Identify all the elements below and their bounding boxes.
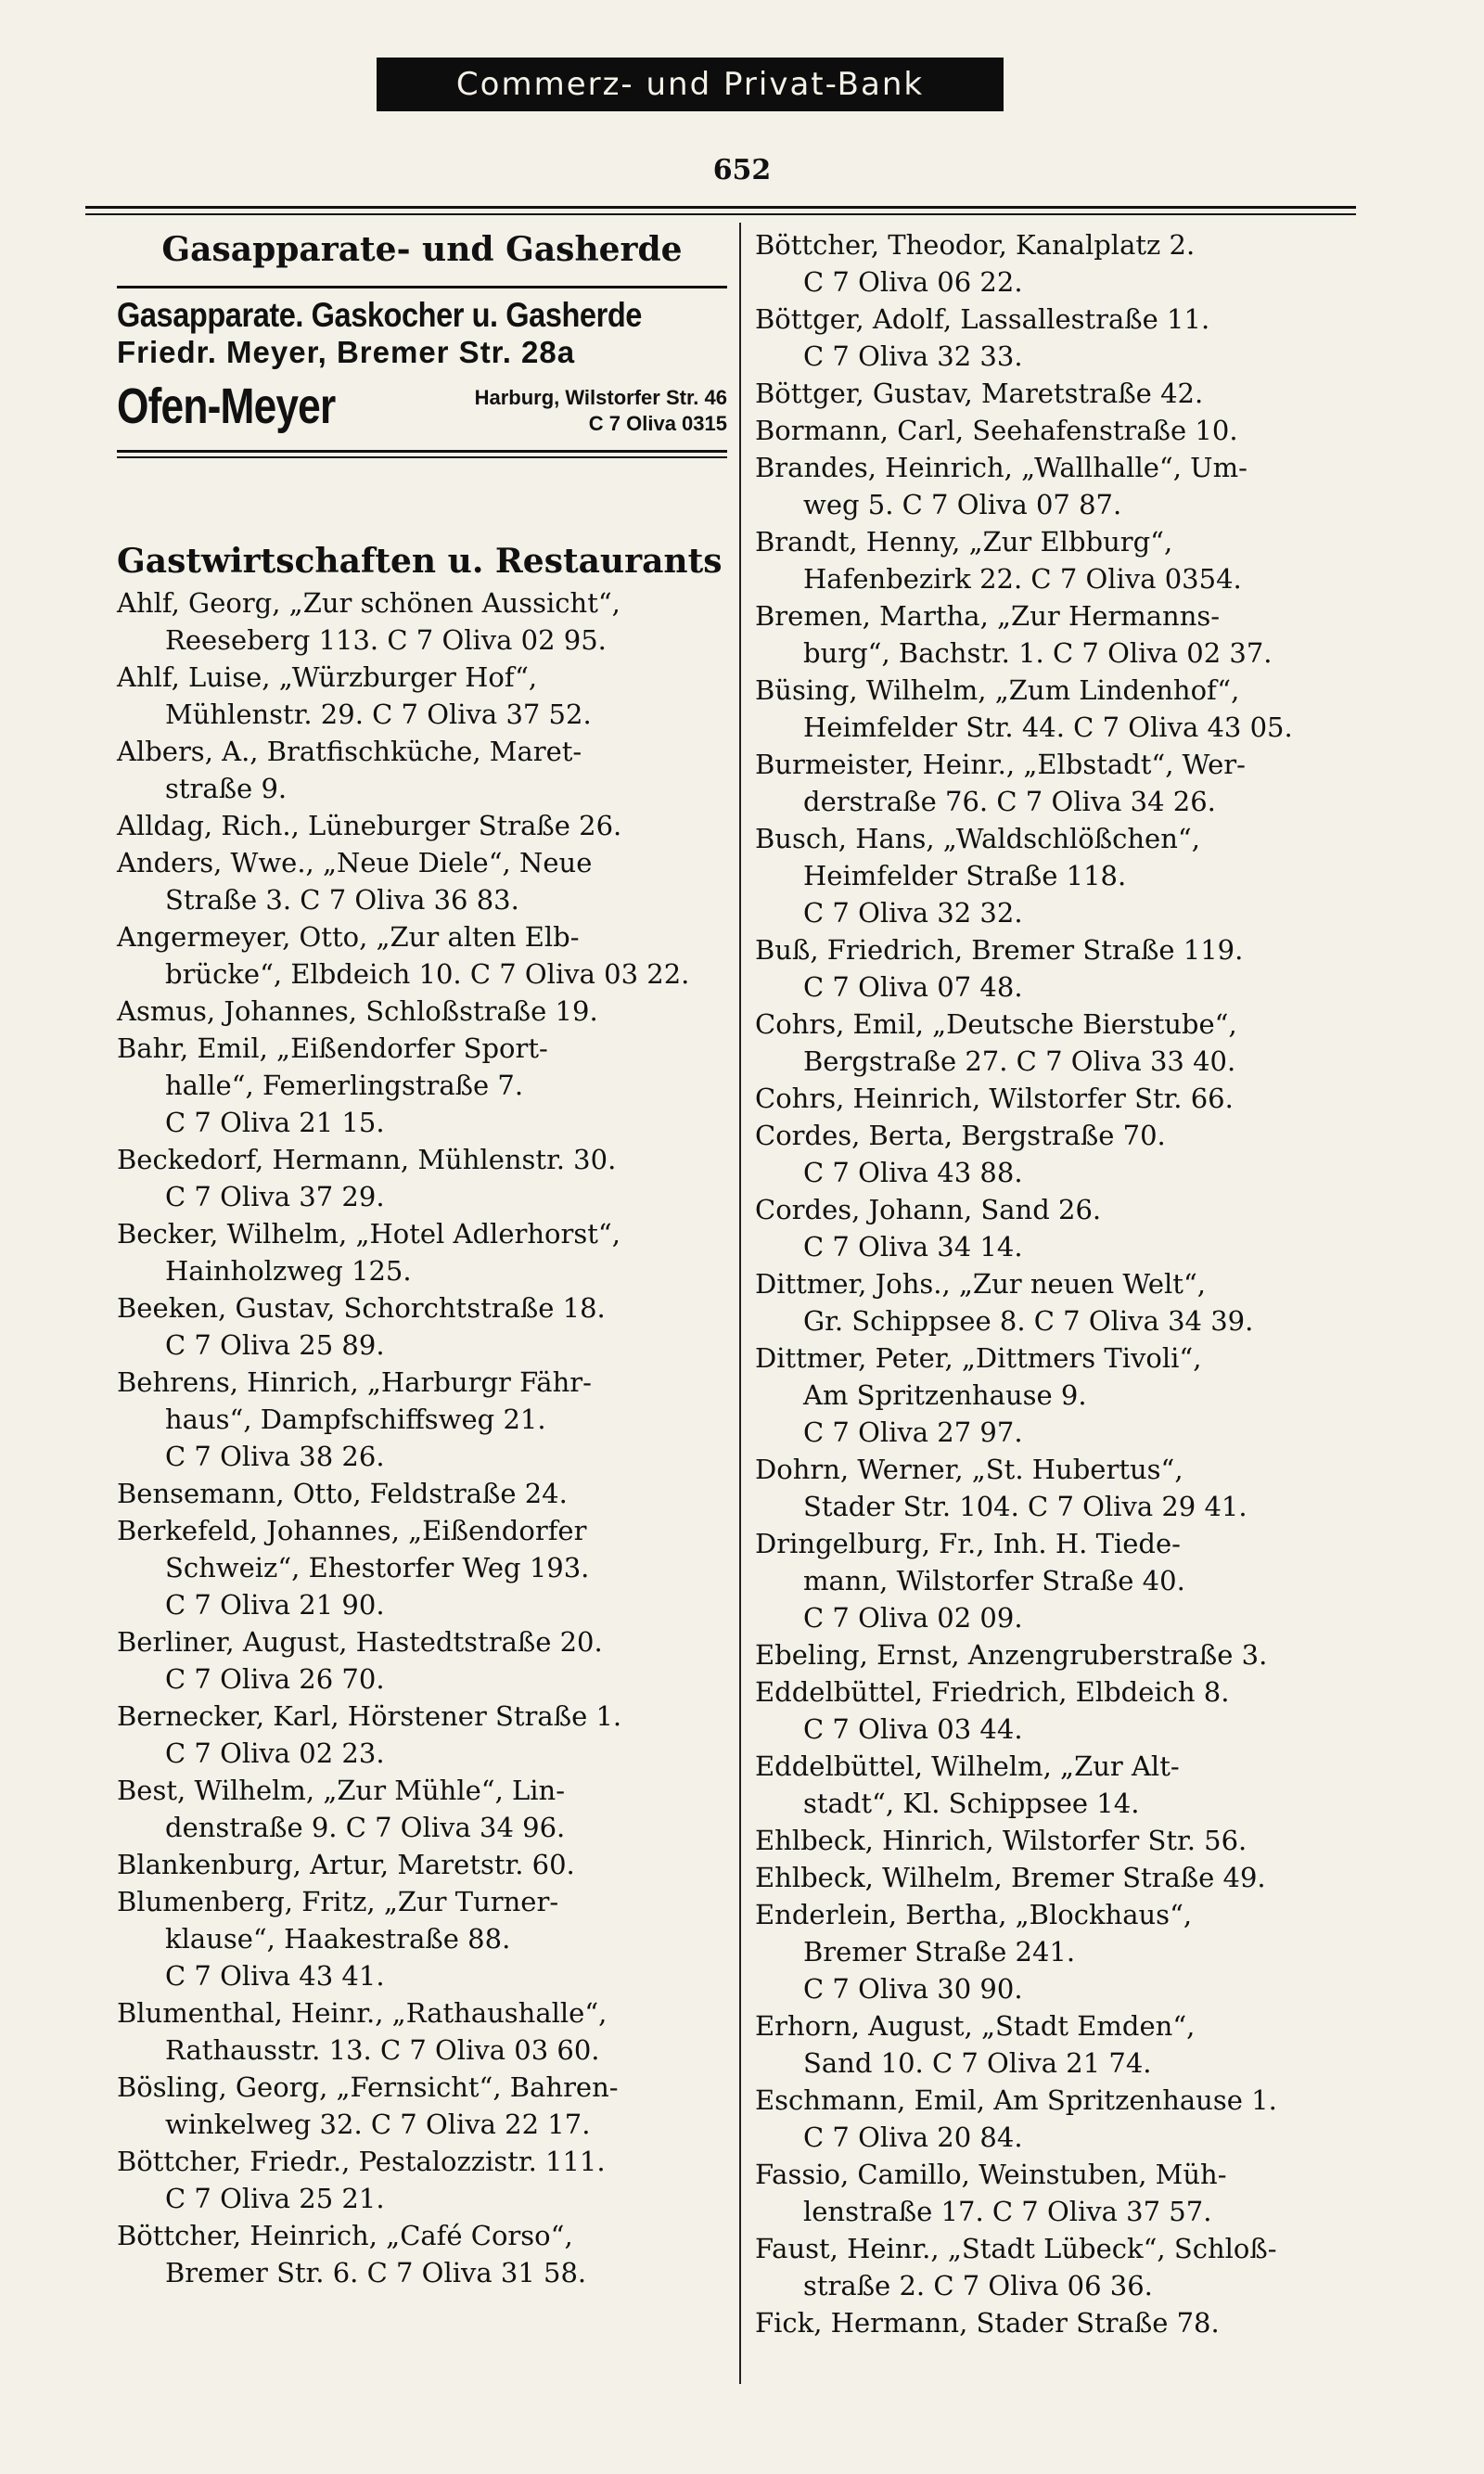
directory-entry xyxy=(117,1846,727,1883)
directory-entry xyxy=(755,1006,1367,1080)
directory-entry xyxy=(755,2230,1367,2304)
entry-continuation-line: C 7 Oliva 38 26. xyxy=(165,1441,385,1472)
entry-continuation-line: C 7 Oliva 32 32. xyxy=(803,897,1023,929)
entry-continuation-line: C 7 Oliva 07 48. xyxy=(803,971,1023,1003)
entry-continuation-line: denstraße 9. C 7 Oliva 34 96. xyxy=(165,1812,566,1843)
directory-entry xyxy=(117,1141,727,1215)
entry-continuation-line: lenstraße 17. C 7 Oliva 37 57. xyxy=(803,2196,1212,2227)
entry-continuation-line: halle“, Femerlingstraße 7. xyxy=(165,1070,524,1101)
entry-name-line: Erhorn, August, „Stadt Emden“, xyxy=(755,2010,1196,2042)
directory-entry xyxy=(755,449,1367,523)
entry-name-line: Böttger, Gustav, Maretstraße 42. xyxy=(755,378,1204,409)
entry-name-line: Best, Wilhelm, „Zur Mühle“, Lin- xyxy=(117,1775,566,1806)
directory-entry xyxy=(117,844,727,918)
directory-entry xyxy=(755,1340,1367,1451)
entry-name-line: Behrens, Hinrich, „Harburgr Fähr- xyxy=(117,1366,592,1398)
entry-name-line: Bremen, Martha, „Zur Hermanns- xyxy=(755,600,1221,632)
entry-continuation-line: C 7 Oliva 02 23. xyxy=(165,1737,385,1769)
column-divider xyxy=(739,223,741,2384)
entry-continuation-line: Hainholzweg 125. xyxy=(165,1255,412,1287)
directory-entry xyxy=(755,746,1367,820)
entry-name-line: Berliner, August, Hastedtstraße 20. xyxy=(117,1626,603,1658)
directory-entry xyxy=(755,1080,1367,1117)
entry-name-line: Fick, Hermann, Stader Straße 78. xyxy=(755,2307,1220,2339)
entry-name-line: Dittmer, Johs., „Zur neuen Welt“, xyxy=(755,1268,1206,1300)
entry-name-line: Dringelburg, Fr., Inh. H. Tiede- xyxy=(755,1528,1181,1559)
entry-name-line: Blumenberg, Fritz, „Zur Turner- xyxy=(117,1886,559,1917)
entry-name-line: Bensemann, Otto, Feldstraße 24. xyxy=(117,1478,568,1509)
entry-continuation-line: Heimfelder Straße 118. xyxy=(803,860,1127,891)
entry-name-line: Dittmer, Peter, „Dittmers Tivoli“, xyxy=(755,1342,1202,1374)
ad-address xyxy=(475,385,727,437)
directory-entry xyxy=(117,1772,727,1846)
directory-entry xyxy=(755,1191,1367,1265)
directory-entry xyxy=(755,1896,1367,2007)
entry-continuation-line: winkelweg 32. C 7 Oliva 22 17. xyxy=(165,2109,591,2140)
right-column xyxy=(755,226,1367,2341)
entry-name-line: Blumenthal, Heinr., „Rathaushalle“, xyxy=(117,1997,608,2029)
entry-continuation-line: Am Spritzenhause 9. xyxy=(803,1379,1087,1411)
entry-name-line: Blankenburg, Artur, Maretstr. 60. xyxy=(117,1849,575,1880)
entry-name-line: Asmus, Johannes, Schloßstraße 19. xyxy=(117,995,598,1027)
entry-continuation-line: Sand 10. C 7 Oliva 21 74. xyxy=(803,2047,1152,2079)
page-number: 652 xyxy=(712,154,772,186)
entry-name-line: Dohrn, Werner, „St. Hubertus“, xyxy=(755,1454,1183,1485)
entry-name-line: Büsing, Wilhelm, „Zum Lindenhof“, xyxy=(755,674,1240,706)
entry-name-line: Brandes, Heinrich, „Wallhalle“, Um- xyxy=(755,452,1247,483)
entry-continuation-line: Rathausstr. 13. C 7 Oliva 03 60. xyxy=(165,2034,600,2066)
entry-name-line: Brandt, Henny, „Zur Elbburg“, xyxy=(755,526,1173,558)
entry-continuation-line: C 7 Oliva 32 33. xyxy=(803,340,1023,372)
entry-continuation-line: Stader Str. 104. C 7 Oliva 29 41. xyxy=(803,1491,1247,1522)
entry-continuation-line: haus“, Dampfschiffsweg 21. xyxy=(165,1404,546,1435)
entry-name-line: Böttcher, Friedr., Pestalozzistr. 111. xyxy=(117,2146,606,2177)
entry-name-line: Ebeling, Ernst, Anzengruberstraße 3. xyxy=(755,1639,1268,1671)
entry-continuation-line: C 7 Oliva 02 09. xyxy=(803,1602,1023,1634)
entry-continuation-line: C 7 Oliva 06 22. xyxy=(803,266,1023,298)
entry-name-line: Böttger, Adolf, Lassallestraße 11. xyxy=(755,303,1210,335)
entry-name-line: Böttcher, Theodor, Kanalplatz 2. xyxy=(755,229,1196,261)
entry-name-line: Burmeister, Heinr., „Elbstadt“, Wer- xyxy=(755,749,1246,780)
entry-continuation-line: C 7 Oliva 43 88. xyxy=(803,1157,1023,1188)
entry-name-line: Eschmann, Emil, Am Spritzenhause 1. xyxy=(755,2084,1277,2116)
entry-name-line: Enderlein, Bertha, „Blockhaus“, xyxy=(755,1899,1193,1930)
ad-headline: Gasapparate. Gaskocher u. Gasherde xyxy=(117,296,642,334)
entry-name-line: Busch, Hans, „Waldschlößchen“, xyxy=(755,823,1200,854)
directory-entry xyxy=(117,1883,727,1994)
directory-entry xyxy=(117,1698,727,1772)
directory-entry xyxy=(755,931,1367,1006)
directory-entry xyxy=(755,1265,1367,1340)
entry-name-line: Böttcher, Heinrich, „Café Corso“, xyxy=(117,2220,573,2251)
directory-entry xyxy=(117,2143,727,2217)
ad-address-street: Harburg, Wilstorfer Str. 46 xyxy=(474,386,727,409)
entry-name-line: Becker, Wilhelm, „Hotel Adlerhorst“, xyxy=(117,1218,620,1250)
entry-name-line: Alldag, Rich., Lüneburger Straße 26. xyxy=(117,810,622,841)
spacer xyxy=(117,458,727,538)
ad-company-name: Ofen-Meyer xyxy=(117,378,336,434)
entry-continuation-line: klause“, Haakestraße 88. xyxy=(165,1923,511,1955)
entry-name-line: Cohrs, Heinrich, Wilstorfer Str. 66. xyxy=(755,1083,1234,1114)
header-rule xyxy=(85,206,1356,209)
entry-name-line: Ehlbeck, Hinrich, Wilstorfer Str. 56. xyxy=(755,1825,1247,1856)
section-heading-restaurants: Gastwirtschaften u. Restaurants xyxy=(117,542,723,581)
section-heading-gas: Gasapparate- und Gasherde xyxy=(161,230,683,269)
entry-continuation-line: C 7 Oliva 03 44. xyxy=(803,1713,1023,1745)
entry-name-line: Bösling, Georg, „Fernsicht“, Bahren- xyxy=(117,2071,619,2103)
entry-continuation-line: derstraße 76. C 7 Oliva 34 26. xyxy=(803,786,1216,817)
entry-continuation-line: Bremer Straße 241. xyxy=(803,1936,1076,1968)
entry-continuation-line: burg“, Bachstr. 1. C 7 Oliva 02 37. xyxy=(803,637,1273,669)
entry-name-line: Cordes, Berta, Bergstraße 70. xyxy=(755,1120,1166,1151)
entry-name-line: Albers, A., Bratfischküche, Maret- xyxy=(117,736,582,767)
entry-continuation-line: C 7 Oliva 21 90. xyxy=(165,1589,385,1621)
directory-entry xyxy=(117,1215,727,1289)
ad-owner: Friedr. Meyer, Bremer Str. 28a xyxy=(117,335,576,369)
entry-continuation-line: C 7 Oliva 25 89. xyxy=(165,1329,385,1361)
directory-entry xyxy=(755,1748,1367,1822)
entry-continuation-line: C 7 Oliva 43 41. xyxy=(165,1960,385,1992)
entry-name-line: Beeken, Gustav, Schorchtstraße 18. xyxy=(117,1292,606,1324)
left-column xyxy=(117,226,727,2291)
directory-entry xyxy=(117,1030,727,1141)
entry-name-line: Berkefeld, Johannes, „Eißendorfer xyxy=(117,1515,587,1546)
directory-entry xyxy=(755,1525,1367,1636)
directory-entry xyxy=(755,672,1367,746)
entry-name-line: Ehlbeck, Wilhelm, Bremer Straße 49. xyxy=(755,1862,1266,1893)
entry-name-line: Buß, Friedrich, Bremer Straße 119. xyxy=(755,934,1244,966)
entry-name-line: Eddelbüttel, Friedrich, Elbdeich 8. xyxy=(755,1676,1230,1708)
directory-entry xyxy=(755,820,1367,931)
directory-entry xyxy=(755,226,1367,301)
entry-continuation-line: Schweiz“, Ehestorfer Weg 193. xyxy=(165,1552,590,1583)
directory-entry xyxy=(117,584,727,659)
directory-entry xyxy=(755,1822,1367,1859)
entry-name-line: Ahlf, Luise, „Würzburger Hof“, xyxy=(117,661,538,693)
entry-continuation-line: Gr. Schippsee 8. C 7 Oliva 34 39. xyxy=(803,1305,1254,1337)
entry-name-line: Fassio, Camillo, Weinstuben, Müh- xyxy=(755,2159,1227,2190)
directory-entry xyxy=(755,2304,1367,2341)
entry-continuation-line: mann, Wilstorfer Straße 40. xyxy=(803,1565,1185,1596)
entry-continuation-line: Bergstraße 27. C 7 Oliva 33 40. xyxy=(803,1045,1236,1077)
directory-entry xyxy=(117,993,727,1030)
directory-entry xyxy=(755,1859,1367,1896)
entry-continuation-line: C 7 Oliva 20 84. xyxy=(803,2121,1023,2153)
directory-entry xyxy=(117,733,727,807)
entry-name-line: Faust, Heinr., „Stadt Lübeck“, Schloß- xyxy=(755,2233,1277,2264)
directory-entry xyxy=(117,918,727,993)
entry-continuation-line: Straße 3. C 7 Oliva 36 83. xyxy=(165,884,519,916)
directory-entry xyxy=(755,301,1367,375)
ad-rule-bottom xyxy=(117,450,727,453)
entry-name-line: Anders, Wwe., „Neue Diele“, Neue xyxy=(117,847,593,878)
directory-entry xyxy=(117,1289,727,1364)
directory-entry xyxy=(117,659,727,733)
directory-entry xyxy=(117,1994,727,2069)
entry-continuation-line: Reeseberg 113. C 7 Oliva 02 95. xyxy=(165,624,607,656)
entry-continuation-line: Heimfelder Str. 44. C 7 Oliva 43 05. xyxy=(803,711,1293,743)
entry-continuation-line: straße 9. xyxy=(165,773,288,804)
entry-name-line: Ahlf, Georg, „Zur schönen Aussicht“, xyxy=(117,587,620,619)
advertisement-ofen-meyer xyxy=(117,288,727,450)
entry-continuation-line: C 7 Oliva 34 14. xyxy=(803,1231,1023,1263)
entry-name-line: Bormann, Carl, Seehafenstraße 10. xyxy=(755,415,1238,446)
directory-entry xyxy=(755,412,1367,449)
directory-entry xyxy=(117,1475,727,1512)
directory-entry xyxy=(117,1623,727,1698)
entry-continuation-line: Mühlenstr. 29. C 7 Oliva 37 52. xyxy=(165,699,592,730)
directory-entry xyxy=(755,2007,1367,2082)
bank-banner: Commerz- und Privat-Bank xyxy=(377,58,1004,111)
entry-continuation-line: C 7 Oliva 30 90. xyxy=(803,1973,1023,2005)
entry-continuation-line: C 7 Oliva 27 97. xyxy=(803,1416,1023,1448)
entry-continuation-line: straße 2. C 7 Oliva 06 36. xyxy=(803,2270,1153,2301)
directory-entry xyxy=(755,375,1367,412)
directory-entry xyxy=(117,1512,727,1623)
entry-continuation-line: C 7 Oliva 26 70. xyxy=(165,1663,385,1695)
entry-name-line: Cordes, Johann, Sand 26. xyxy=(755,1194,1102,1225)
entry-name-line: Angermeyer, Otto, „Zur alten Elb- xyxy=(117,921,580,953)
entry-continuation-line: weg 5. C 7 Oliva 07 87. xyxy=(803,489,1122,520)
entry-name-line: Eddelbüttel, Wilhelm, „Zur Alt- xyxy=(755,1750,1180,1782)
entry-continuation-line: stadt“, Kl. Schippsee 14. xyxy=(803,1788,1140,1819)
right-entry-list xyxy=(755,226,1367,2341)
directory-entry xyxy=(755,2156,1367,2230)
left-entry-list xyxy=(117,584,727,2291)
directory-entry xyxy=(117,2217,727,2291)
entry-name-line: Bahr, Emil, „Eißendorfer Sport- xyxy=(117,1032,548,1064)
entry-name-line: Beckedorf, Hermann, Mühlenstr. 30. xyxy=(117,1144,617,1175)
entry-continuation-line: Hafenbezirk 22. C 7 Oliva 0354. xyxy=(803,563,1242,595)
ad-phone: C 7 Oliva 0315 xyxy=(588,412,727,435)
directory-entry xyxy=(117,807,727,844)
entry-continuation-line: brücke“, Elbdeich 10. C 7 Oliva 03 22. xyxy=(165,958,690,990)
directory-entry xyxy=(755,1673,1367,1748)
entry-continuation-line: C 7 Oliva 21 15. xyxy=(165,1107,385,1138)
entry-continuation-line: Bremer Str. 6. C 7 Oliva 31 58. xyxy=(165,2257,587,2288)
directory-entry xyxy=(117,1364,727,1475)
directory-entry xyxy=(755,1451,1367,1525)
directory-entry xyxy=(755,597,1367,672)
entry-name-line: Bernecker, Karl, Hörstener Straße 1. xyxy=(117,1700,622,1732)
entry-continuation-line: C 7 Oliva 25 21. xyxy=(165,2183,385,2214)
entry-name-line: Cohrs, Emil, „Deutsche Bierstube“, xyxy=(755,1008,1237,1040)
directory-entry xyxy=(755,523,1367,597)
directory-entry xyxy=(755,2082,1367,2156)
directory-entry xyxy=(755,1636,1367,1673)
directory-entry xyxy=(117,2069,727,2143)
entry-continuation-line: C 7 Oliva 37 29. xyxy=(165,1181,385,1212)
header-rule-thin xyxy=(85,213,1356,215)
directory-entry xyxy=(755,1117,1367,1191)
